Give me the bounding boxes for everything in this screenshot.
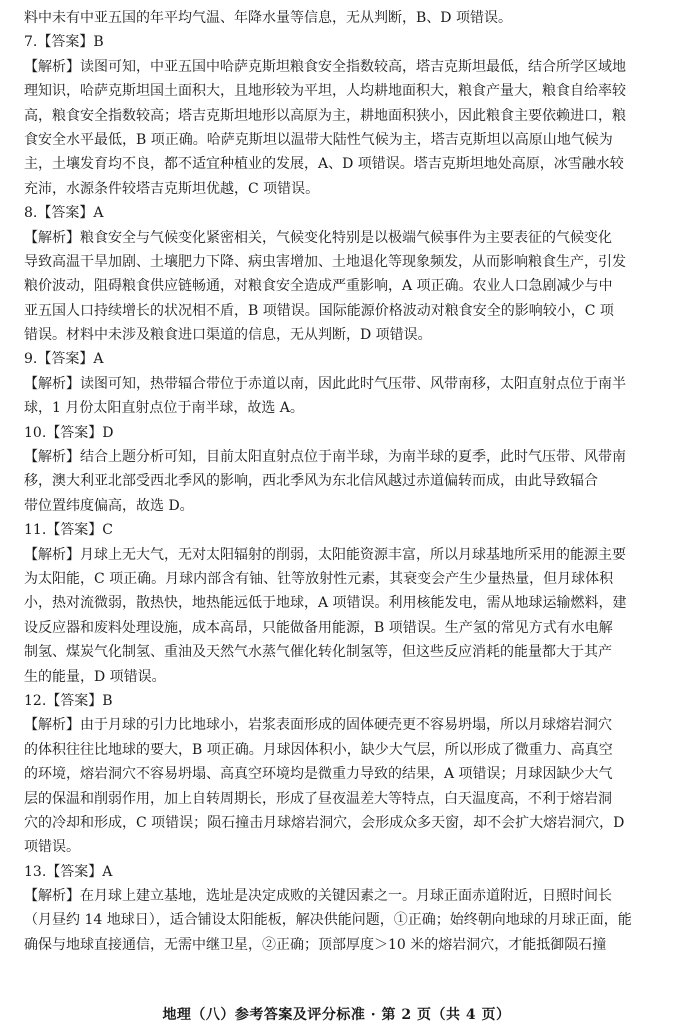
explanation-line: 高，粮食安全指数较高；塔吉克斯坦地形以高原为主，耕地面积狭小，因此粮食主要依赖进口，粮	[24, 107, 626, 124]
explanation-line: 的体积往往比地球的要大，B 项正确。月球因体积小，缺少大气层，所以形成了微重力、高真空	[24, 741, 613, 758]
explanation-line: 主，土壤发育均不良，都不适宜种植业的发展，A、D 项错误。塔吉克斯坦地处高原，冰雪融水较	[24, 156, 624, 173]
explanation-line: 穴的冷却和形成，C 项错误；陨石撞击月球熔岩洞穴，会形成众多天窗，却不会扩大熔岩洞穴，D	[24, 814, 625, 831]
explanation-line: （月昼约 14 地球日），适合铺设太阳能板，解决供能问题，①正确；始终朝向地球的月球正面，能	[24, 912, 632, 929]
explanation-line: 粮价波动，阻碍粮食供应链畅通，对粮食安全造成严重影响，A 项正确。农业人口急剧减少与中	[24, 278, 613, 295]
answer-line: 10.【答案】D	[24, 424, 114, 441]
page-footer: 地理（八）参考答案及评分标准 · 第 2 页（共 4 页）	[162, 1007, 511, 1023]
explanation-line: 【解析】读图可知，热带辐合带位于赤道以南，因此此时气压带、风带南移，太阳直射点位于南半	[24, 375, 626, 392]
explanation-line: 【解析】月球上无大气，无对太阳辐射的削弱，太阳能资源丰富，所以月球基地所采用的能源主要	[24, 546, 626, 563]
answer-line: 7.【答案】B	[24, 34, 104, 51]
explanation-line: 错误。材料中未涉及粮食进口渠道的信息，无从判断，D 项错误。	[24, 327, 432, 344]
explanation-line: 【解析】粮食安全与气候变化紧密相关，气候变化特别是以极端气候事件为主要表征的气候变化	[24, 229, 612, 246]
answer-line: 8.【答案】A	[24, 205, 104, 222]
explanation-line: 的环境，熔岩洞穴不容易坍塌、高真空环境均是微重力导致的结果，A 项错误；月球因缺少大气	[24, 766, 613, 783]
explanation-line: 亚五国人口持续增长的状况相不盾，B 项错误。国际能源价格波动对粮食安全的影响较小，C 项	[24, 302, 614, 319]
explanation-line: 设反应器和废料处理设施，成本高昂，只能做备用能源，B 项错误。生产氢的常见方式有水电解	[24, 619, 613, 636]
explanation-line: 【解析】结合上题分析可知，目前太阳直射点位于南半球，为南半球的夏季，此时气压带、风带南	[24, 449, 626, 466]
explanation-line: 移，澳大利亚北部受西北季风的影响，西北季风为东北信风越过赤道偏转而成，由此导致辐合	[24, 473, 598, 490]
answer-text-body	[24, 6, 664, 957]
explanation-line: 【解析】读图可知，中亚五国中哈萨克斯坦粮食安全指数较高，塔吉克斯坦最低，结合所学区域地	[24, 58, 626, 75]
explanation-line: 【解析】由于月球的引力比地球小，岩浆表面形成的固体硬壳更不容易坍塌，所以月球熔岩洞穴	[24, 717, 612, 734]
explanation-line: 项错误。	[24, 839, 80, 856]
answer-line: 12.【答案】B	[24, 692, 113, 709]
explanation-line: 制氢、煤炭气化制氢、重油及天然气水蒸气催化转化制氢等，但这些反应消耗的能量都大于其产	[24, 644, 612, 661]
explanation-line: 充沛，水源条件较塔吉克斯坦优越，C 项错误。	[24, 180, 320, 197]
explanation-line: 确保与地球直接通信，无需中继卫星，②正确；顶部厚度＞10 米的熔岩洞穴，才能抵御陨石撞	[24, 936, 607, 953]
explanation-line: 理知识，哈萨克斯坦国土面积大，且地形较为平坦，人均耕地面积大，粮食产量大，粮食自给率较	[24, 83, 626, 100]
explanation-line: 【解析】在月球上建立基地，选址是决定成败的关键因素之一。月球正面赤道附近，日照时间长	[24, 888, 612, 905]
answer-line: 9.【答案】A	[24, 351, 104, 368]
answer-line: 13.【答案】A	[24, 863, 113, 880]
explanation-line: 生的能量，D 项错误。	[24, 668, 166, 685]
explanation-line: 球，1 月份太阳直射点位于南半球，故选 A。	[24, 400, 304, 417]
explanation-line: 层的保温和削弱作用，加上自转周期长，形成了昼夜温差大等特点，白天温度高，不利于熔岩洞	[24, 790, 612, 807]
explanation-line: 带位置纬度偏高，故选 D。	[24, 497, 194, 514]
explanation-line: 食安全水平最低，B 项正确。哈萨克斯坦以温带大陆性气候为主，塔吉克斯坦以高原山地气候为	[24, 131, 613, 148]
answer-line: 11.【答案】C	[24, 522, 113, 539]
explanation-line: 为太阳能，C 项正确。月球内部含有铀、钍等放射性元素，其衰变会产生少量热量，但月球体积	[24, 570, 614, 587]
explanation-line: 料中未有中亚五国的年平均气温、年降水量等信息，无从判断，B、D 项错误。	[24, 10, 512, 26]
explanation-line: 小，热对流微弱，散热快，地热能远低于地球，A 项错误。利用核能发电，需从地球运输燃料，建	[24, 595, 627, 612]
explanation-line: 导致高温干旱加剧、土壤肥力下降、病虫害增加、土地退化等现象频发，从而影响粮食生产，引发	[24, 253, 626, 270]
